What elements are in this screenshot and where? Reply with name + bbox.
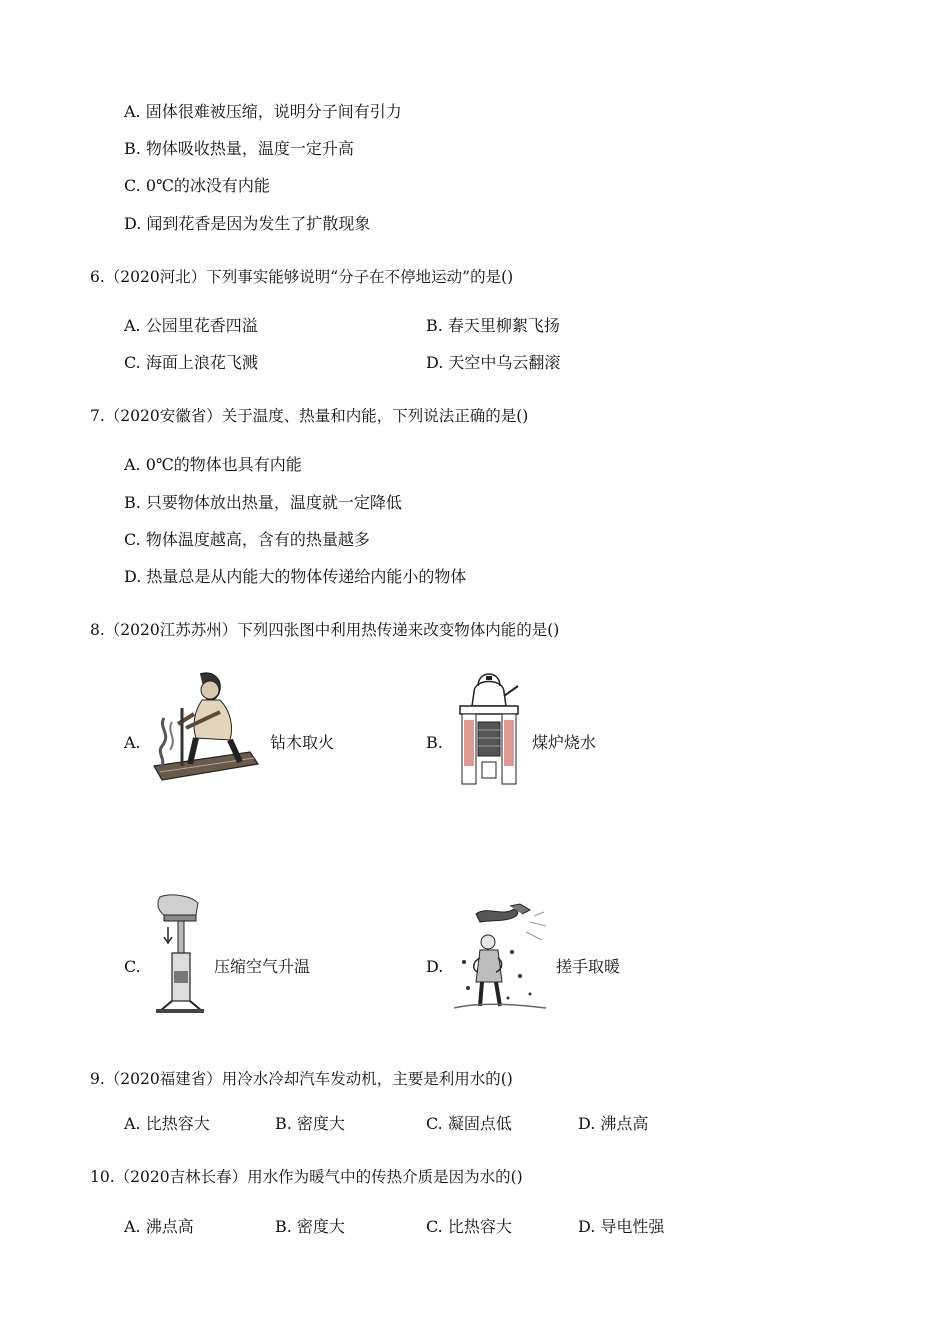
- q8-option-c-letter: C.: [124, 957, 141, 976]
- q7-option-b: B. 只要物体放出热量，温度就一定降低: [124, 493, 402, 512]
- q6-stem: 6.（2020河北）下列事实能够说明“分子在不停地运动”的是(): [90, 268, 514, 286]
- q7-option-d: D. 热量总是从内能大的物体传递给内能小的物体: [124, 567, 467, 586]
- q8-stem: 8.（2020江苏苏州）下列四张图中利用热传递来改变物体内能的是(): [90, 621, 560, 639]
- q10-option-c: C. 比热容大: [426, 1217, 512, 1236]
- rubbing-hands-picture-icon: [450, 902, 548, 1018]
- q5-option-d: D. 闻到花香是因为发生了扩散现象: [124, 214, 371, 233]
- air-compression-cylinder-picture-icon: [150, 893, 208, 1015]
- q10-option-d: D. 导电性强: [578, 1217, 665, 1236]
- q9-option-b: B. 密度大: [275, 1114, 345, 1133]
- q5-option-a: A. 固体很难被压缩，说明分子间有引力: [124, 102, 402, 121]
- q10-stem: 10.（2020吉林长春）用水作为暖气中的传热介质是因为水的(): [90, 1168, 523, 1186]
- q6-option-a: A. 公园里花香四溢: [124, 316, 258, 335]
- q6-option-b: B. 春天里柳絮飞扬: [426, 316, 560, 335]
- q8-option-a-caption: 钻木取火: [270, 733, 335, 752]
- coal-stove-kettle-picture-icon: [456, 668, 526, 788]
- q6-option-d: D. 天空中乌云翻滚: [426, 353, 561, 372]
- q9-stem: 9.（2020福建省）用冷水冷却汽车发动机，主要是利用水的(): [90, 1070, 513, 1088]
- q5-option-c: C. 0℃的冰没有内能: [124, 176, 270, 195]
- q9-option-d: D. 沸点高: [578, 1114, 649, 1133]
- q10-option-b: B. 密度大: [275, 1217, 345, 1236]
- q7-option-c: C. 物体温度越高，含有的热量越多: [124, 530, 370, 549]
- q5-option-b: B. 物体吸收热量，温度一定升高: [124, 139, 354, 158]
- q8-option-b-caption: 煤炉烧水: [532, 733, 597, 752]
- q8-option-b-letter: B.: [426, 733, 443, 752]
- q9-option-a: A. 比热容大: [124, 1114, 210, 1133]
- q7-option-a: A. 0℃的物体也具有内能: [124, 455, 302, 474]
- q8-option-d-caption: 搓手取暖: [556, 957, 621, 976]
- drilling-wood-fire-picture-icon: [150, 668, 262, 786]
- q7-stem: 7.（2020安徽省）关于温度、热量和内能，下列说法正确的是(): [90, 407, 529, 425]
- q10-option-a: A. 沸点高: [124, 1217, 194, 1236]
- q8-option-c-caption: 压缩空气升温: [214, 957, 311, 976]
- q8-option-d-letter: D.: [426, 957, 444, 976]
- q9-option-c: C. 凝固点低: [426, 1114, 512, 1133]
- q6-option-c: C. 海面上浪花飞溅: [124, 353, 258, 372]
- q8-option-a-letter: A.: [124, 733, 141, 752]
